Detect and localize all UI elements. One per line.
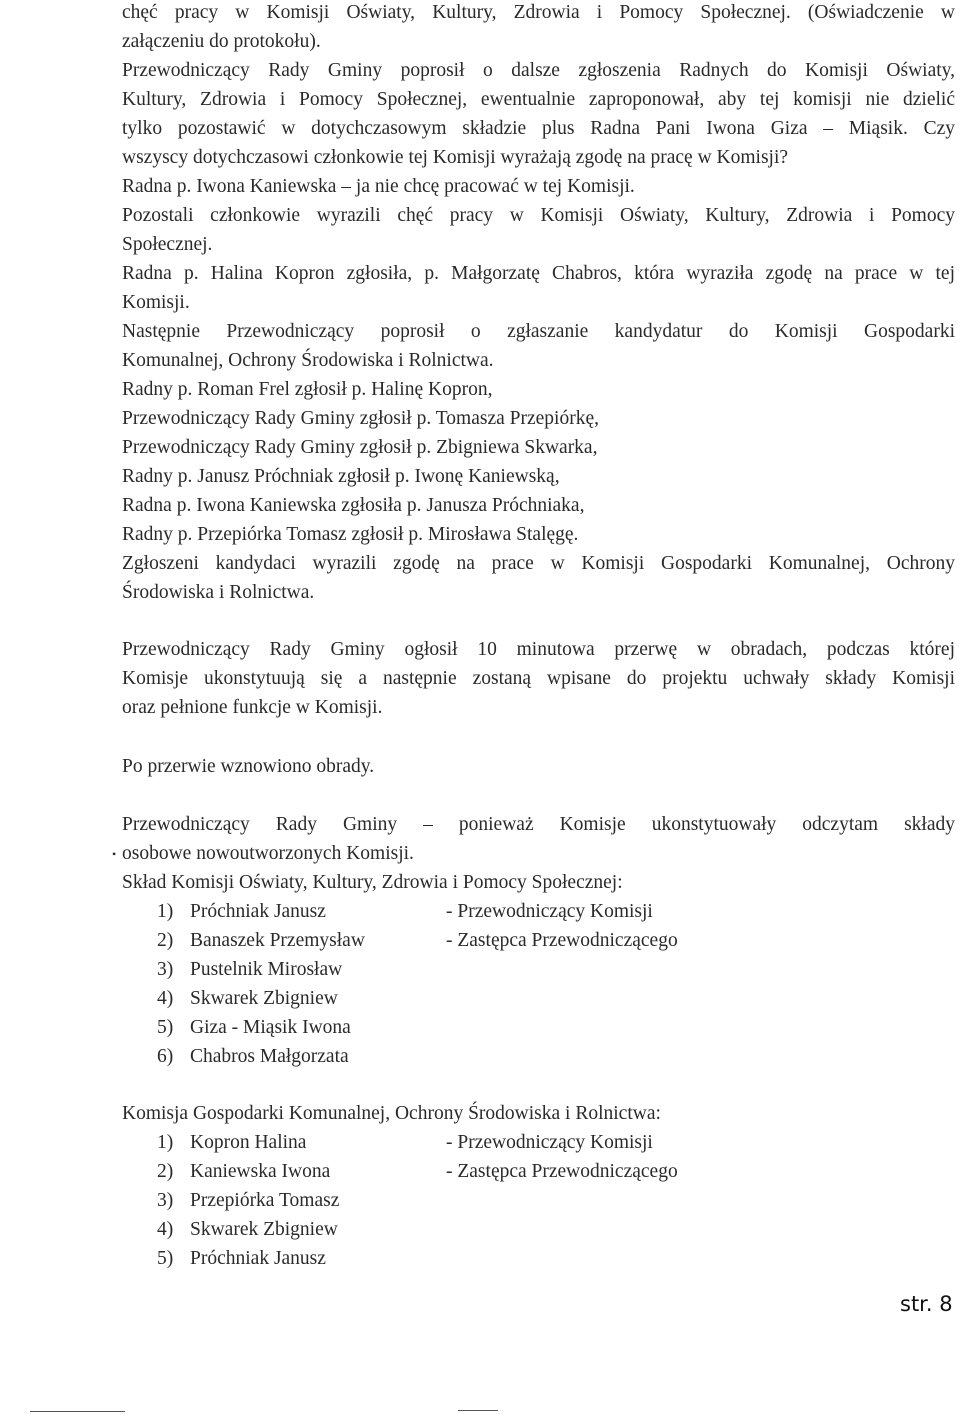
member-role: - Zastępca Przewodniczącego (446, 930, 678, 951)
text-line: Zgłoszeni kandydaci wyrazili zgodę na prace w Komisji Gospodarki Komunalnej, Ochrony (122, 553, 955, 574)
text-line: osobowe nowoutworzonych Komisji. (122, 843, 414, 864)
page-number: str. 8 (900, 1292, 953, 1316)
member-name: Banaszek Przemysław (190, 930, 365, 951)
text-line: chęć pracy w Komisji Oświaty, Kultury, Zdrowia i Pomocy Społecznej. (Oświadczenie w (122, 2, 955, 23)
text-line: Po przerwie wznowiono obrady. (122, 756, 375, 777)
text-line: tylko pozostawić w dotychczasowym składzie plus Radna Pani Iwona Giza – Miąsik. Czy (122, 118, 955, 139)
text-line: Kultury, Zdrowia i Pomocy Społecznej, ewentualnie zaproponował, aby tej komisji nie dzielić (122, 89, 955, 110)
text-line: Komunalnej, Ochrony Środowiska i Rolnictwa. (122, 350, 494, 371)
list-number: 1) (157, 901, 174, 922)
list-number: 2) (157, 930, 174, 951)
member-role: - Zastępca Przewodniczącego (446, 1161, 678, 1182)
text-line: Przewodniczący Rady Gminy ogłosił 10 minutowa przerwę w obradach, podczas której (122, 639, 955, 660)
member-role: - Przewodniczący Komisji (446, 1132, 653, 1153)
list-number: 1) (157, 1132, 174, 1153)
text-line: Przewodniczący Rady Gminy – ponieważ Komisje ukonstytuowały odczytam składy (122, 814, 955, 835)
scan-artifact (30, 1411, 125, 1412)
list-number: 5) (157, 1017, 174, 1038)
member-role: - Przewodniczący Komisji (446, 901, 653, 922)
member-name: Kopron Halina (190, 1132, 307, 1153)
member-name: Skwarek Zbigniew (190, 1219, 338, 1240)
text-line: Radny p. Janusz Próchniak zgłosił p. Iwonę Kaniewską, (122, 466, 560, 487)
text-line: Następnie Przewodniczący poprosił o zgłaszanie kandydatur do Komisji Gospodarki (122, 321, 955, 342)
text-line: Radny p. Roman Frel zgłosił p. Halinę Kopron, (122, 379, 493, 400)
text-line: Przewodniczący Rady Gminy zgłosił p. Zbigniewa Skwarka, (122, 437, 598, 458)
text-line: Radny p. Przepiórka Tomasz zgłosił p. Mirosława Stalęgę. (122, 524, 579, 545)
member-name: Pustelnik Mirosław (190, 959, 343, 980)
text-line: Radna p. Halina Kopron zgłosiła, p. Małgorzatę Chabros, która wyraziła zgodę na prace w tej (122, 263, 955, 284)
text-line: Komisji. (122, 292, 190, 313)
commission-2-title: Komisja Gospodarki Komunalnej, Ochrony Środowiska i Rolnictwa: (122, 1103, 661, 1124)
list-number: 5) (157, 1248, 174, 1269)
text-line: Komisje ukonstytuują się a następnie zostaną wpisane do projektu uchwały składy Komisji (122, 668, 955, 689)
text-line: Przewodniczący Rady Gminy poprosił o dalsze zgłoszenia Radnych do Komisji Oświaty, (122, 60, 955, 81)
list-number: 3) (157, 959, 174, 980)
text-line: Pozostali członkowie wyrazili chęć pracy w Komisji Oświaty, Kultury, Zdrowia i Pomocy (122, 205, 955, 226)
text-line: Społecznej. (122, 234, 213, 255)
list-number: 4) (157, 988, 174, 1009)
text-line: załączeniu do protokołu). (122, 31, 321, 52)
member-name: Próchniak Janusz (190, 1248, 326, 1269)
text-line: oraz pełnione funkcje w Komisji. (122, 697, 383, 718)
text-line: Środowiska i Rolnictwa. (122, 582, 315, 603)
text-line: wszyscy dotychczasowi członkowie tej Komisji wyrażają zgodę na pracę w Komisji? (122, 147, 789, 168)
commission-1-title: Skład Komisji Oświaty, Kultury, Zdrowia i Pomocy Społecznej: (122, 872, 623, 893)
member-name: Przepiórka Tomasz (190, 1190, 340, 1211)
text-line: Radna p. Iwona Kaniewska – ja nie chcę pracować w tej Komisji. (122, 176, 635, 197)
list-number: 2) (157, 1161, 174, 1182)
member-name: Kaniewska Iwona (190, 1161, 331, 1182)
member-name: Chabros Małgorzata (190, 1046, 349, 1067)
list-number: 6) (157, 1046, 174, 1067)
member-name: Skwarek Zbigniew (190, 988, 338, 1009)
list-number: 3) (157, 1190, 174, 1211)
bullet-mark: • (112, 847, 117, 861)
text-line: Radna p. Iwona Kaniewska zgłosiła p. Janusza Próchniaka, (122, 495, 585, 516)
member-name: Próchniak Janusz (190, 901, 326, 922)
list-number: 4) (157, 1219, 174, 1240)
text-line: Przewodniczący Rady Gminy zgłosił p. Tomasza Przepiórkę, (122, 408, 599, 429)
scan-artifact (458, 1410, 498, 1411)
member-name: Giza - Miąsik Iwona (190, 1017, 351, 1038)
